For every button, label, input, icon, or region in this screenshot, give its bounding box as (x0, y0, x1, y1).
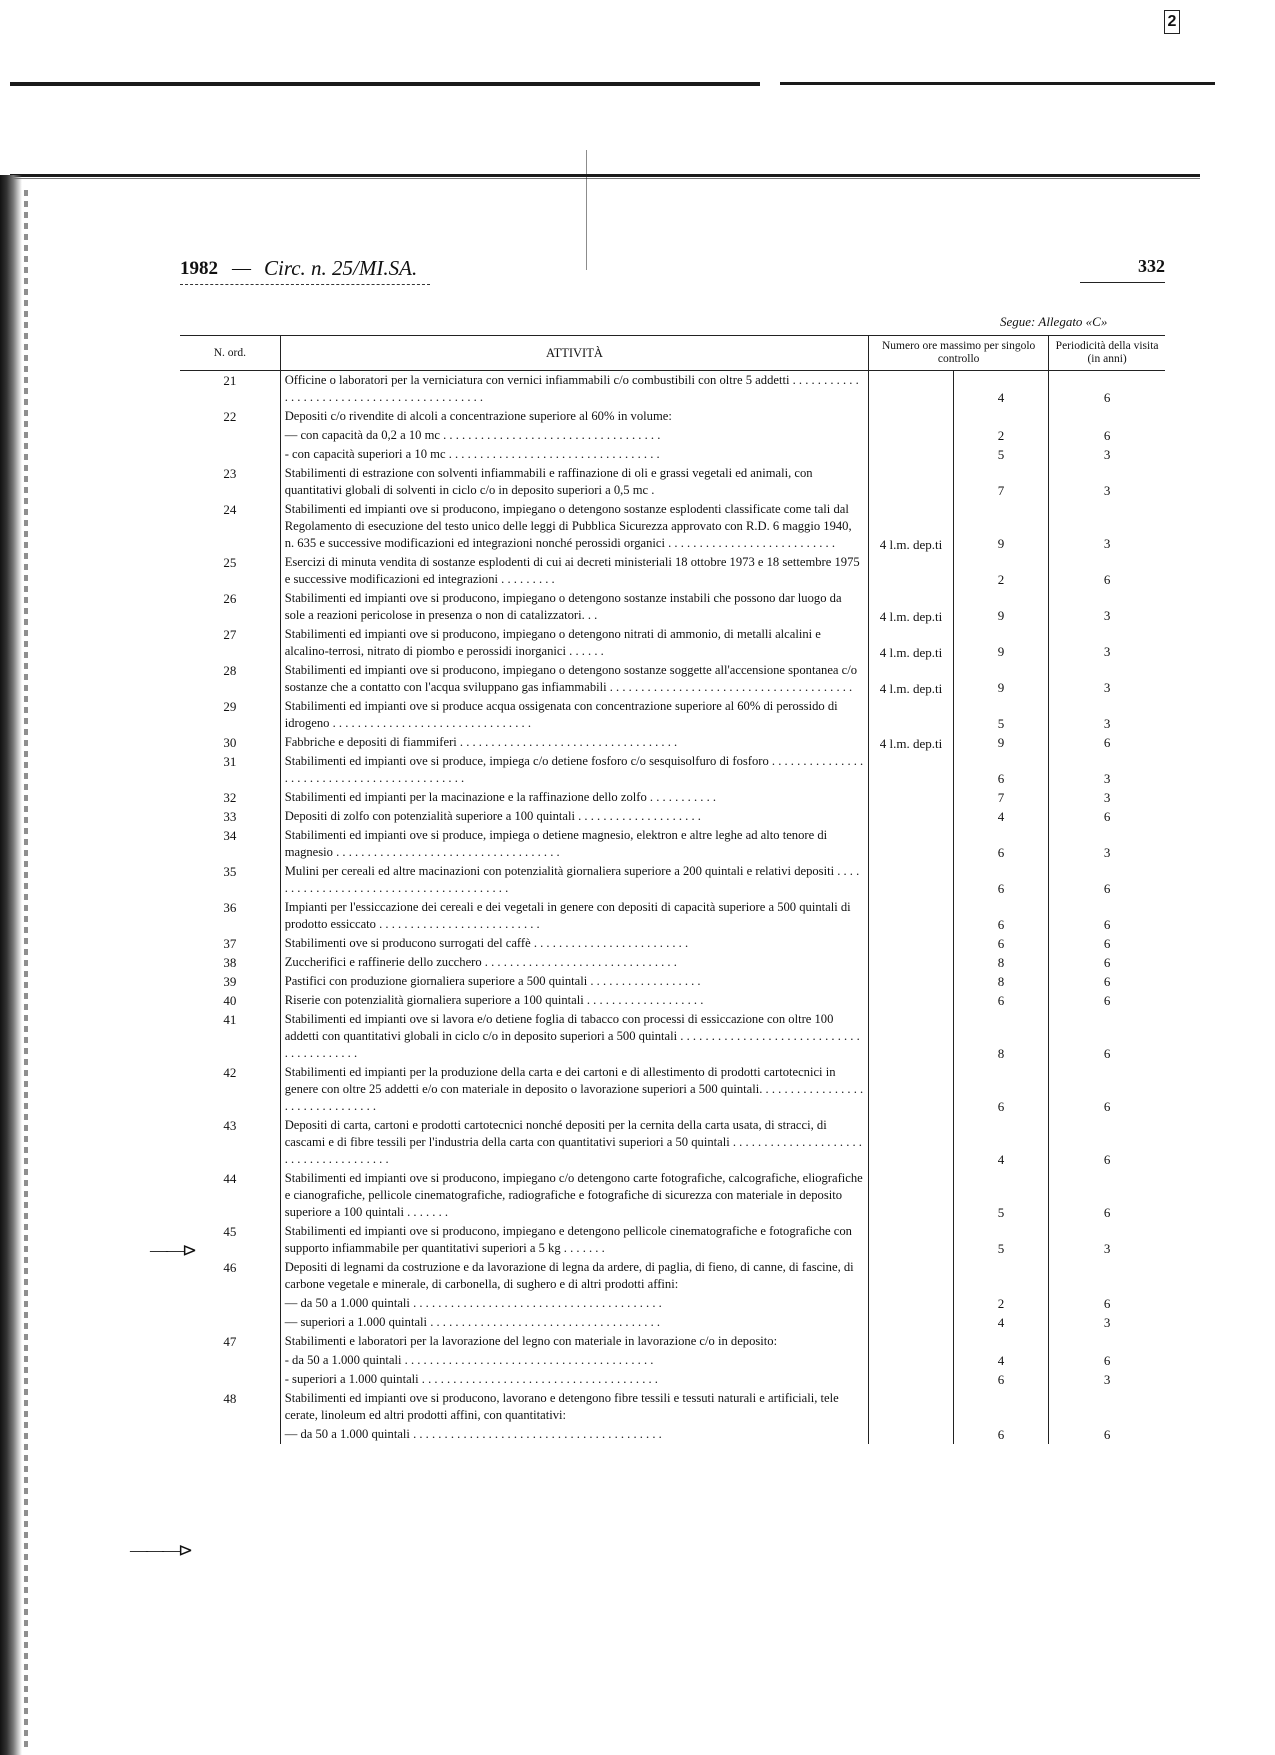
row-extra (869, 1389, 954, 1425)
row-extra: 4 l.m. dep.ti (879, 681, 943, 696)
row-activity: Riserie con potenzialità giornaliera superiore a 100 quintali . . . . . . . . . . . . . . . . . . . (280, 991, 868, 1010)
row-number: 22 (223, 409, 237, 424)
row-number: 32 (223, 790, 237, 805)
table-row (180, 1222, 1165, 1258)
row-extra (869, 826, 954, 862)
table-row (180, 553, 1165, 589)
row-number: 47 (223, 1334, 237, 1349)
table-row (180, 1116, 1165, 1169)
table-row (180, 1351, 1165, 1370)
row-activity: Stabilimenti ed impianti ove si producono, impiegano o detengono sostanze soggette all'accensione spontanea c/o sostanze che a contatto con l'acqua sviluppano gas infiammabili . . . . . . . . . . . . . . . . . . . . . . . . . . . . . . . . . . . . . . . (280, 661, 868, 697)
row-periodicita: 3 (1049, 1222, 1165, 1258)
row-periodicita: 6 (1049, 426, 1165, 445)
table-row (180, 1389, 1165, 1425)
row-ore-massimo: 2 (953, 426, 1048, 445)
row-periodicita: 6 (1049, 371, 1165, 408)
row-periodicita: 6 (1049, 1116, 1165, 1169)
row-extra (869, 1370, 954, 1389)
row-periodicita (1049, 1258, 1165, 1294)
row-periodicita: 3 (1049, 1313, 1165, 1332)
row-extra (869, 464, 954, 500)
row-extra (869, 752, 954, 788)
table-row (180, 1370, 1165, 1389)
row-periodicita: 6 (1049, 807, 1165, 826)
row-activity: — con capacità da 0,2 a 10 mc . . . . . . . . . . . . . . . . . . . . . . . . . . . . . . . . . . . (280, 426, 868, 445)
row-activity: Stabilimenti ed impianti ove si producono, impiegano o detengono nitrati di ammonio, di metalli alcalini e alcalino-terrosi, nitrato di piombo e perossidi inorganici . . . . . . (280, 625, 868, 661)
row-periodicita: 6 (1049, 991, 1165, 1010)
scan-left-speckle (24, 190, 28, 1750)
table-row (180, 991, 1165, 1010)
row-activity: Depositi di zolfo con potenzialità superiore a 100 quintali . . . . . . . . . . . . . . . . . . . . (280, 807, 868, 826)
row-periodicita: 6 (1049, 1010, 1165, 1063)
row-activity: Stabilimenti ed impianti ove si produce, impiega o detiene magnesio, elektron e altre leghe ad alto tenore di magnesio . . . . . . . . . . . . . . . . . . . . . . . . . . . . . . . . . . . . (280, 826, 868, 862)
row-ore-massimo (953, 1389, 1048, 1425)
row-activity: Stabilimenti ed impianti ove si producono, impiegano c/o detengono carte fotografiche, calcografiche, eliografiche e cianografiche, pellicole cinematografiche, radiografiche e fotografiche di sicurezza con materiale in deposito superiore a 100 quintali . . . . . . . (280, 1169, 868, 1222)
row-periodicita: 3 (1049, 1370, 1165, 1389)
header-page-underline (1080, 282, 1165, 283)
row-ore-massimo (953, 1258, 1048, 1294)
scan-page-top-edge (10, 174, 1200, 177)
row-periodicita: 6 (1049, 898, 1165, 934)
scan-left-shadow (0, 175, 22, 1755)
row-activity: — superiori a 1.000 quintali . . . . . . . . . . . . . . . . . . . . . . . . . . . . . . . . . . . . . (280, 1313, 868, 1332)
row-number (180, 1294, 280, 1313)
row-activity: - con capacità superiori a 10 mc . . . . . . . . . . . . . . . . . . . . . . . . . . . . . . . . . . (280, 445, 868, 464)
row-ore-massimo: 5 (953, 1222, 1048, 1258)
margin-arrow-43: ——⊳ (150, 1240, 196, 1260)
row-number: 40 (223, 993, 237, 1008)
table-row (180, 953, 1165, 972)
row-periodicita: 3 (1049, 788, 1165, 807)
row-activity: - da 50 a 1.000 quintali . . . . . . . . . . . . . . . . . . . . . . . . . . . . . . . . . . . . . . . . (280, 1351, 868, 1370)
row-extra (869, 1294, 954, 1313)
row-ore-massimo: 2 (953, 1294, 1048, 1313)
header-page-number: 332 (1138, 256, 1165, 276)
table-row (180, 625, 1165, 661)
row-activity: Pastifici con produzione giornaliera superiore a 500 quintali . . . . . . . . . . . . . . . . . . (280, 972, 868, 991)
row-extra (869, 371, 954, 408)
row-periodicita: 6 (1049, 1351, 1165, 1370)
col-periodicita: Periodicità della visita (in anni) (1049, 336, 1165, 371)
row-periodicita (1049, 407, 1165, 426)
row-ore-massimo: 4 (953, 807, 1048, 826)
row-number (180, 1425, 280, 1444)
table-row (180, 1010, 1165, 1063)
row-ore-massimo: 6 (953, 752, 1048, 788)
row-extra: 4 l.m. dep.ti (879, 609, 943, 624)
row-extra: 4 l.m. dep.ti (879, 537, 943, 552)
row-number: 23 (223, 466, 237, 481)
table-row (180, 898, 1165, 934)
row-ore-massimo: 8 (953, 1010, 1048, 1063)
row-number (180, 1351, 280, 1370)
row-number: 45 (223, 1224, 237, 1239)
table-row (180, 826, 1165, 862)
row-activity: Stabilimenti ed impianti ove si produce acqua ossigenata con concentrazione superiore al 60% di perossido di idrogeno . . . . . . . . . . . . . . . . . . . . . . . . . . . . . . . . (280, 697, 868, 733)
row-periodicita: 3 (1049, 826, 1165, 862)
row-periodicita: 6 (1049, 1169, 1165, 1222)
row-ore-massimo: 8 (953, 972, 1048, 991)
row-ore-massimo: 6 (953, 1370, 1048, 1389)
row-activity: Stabilimenti ove si producono surrogati del caffè . . . . . . . . . . . . . . . . . . . . . . . . . (280, 934, 868, 953)
row-activity: Zuccherifici e raffinerie dello zucchero . . . . . . . . . . . . . . . . . . . . . . . . . . . . . . . (280, 953, 868, 972)
page-header (180, 258, 1165, 282)
row-extra (869, 1063, 954, 1116)
row-number: 41 (223, 1012, 237, 1027)
row-number: 30 (223, 735, 237, 750)
row-activity: Stabilimenti ed impianti ove si producono, impiegano e detengono pellicole cinematografiche e fotografiche con supporto infiammabile per quantitativi superiori a 5 kg . . . . . . . (280, 1222, 868, 1258)
row-periodicita: 6 (1049, 733, 1165, 752)
row-periodicita: 3 (1049, 625, 1165, 661)
row-ore-massimo (953, 407, 1048, 426)
table-row (180, 733, 1165, 752)
table-row (180, 1332, 1165, 1351)
table-row (180, 807, 1165, 826)
row-periodicita: 6 (1049, 972, 1165, 991)
row-ore-massimo: 9 (953, 589, 1048, 625)
header-year: 1982 (180, 258, 218, 279)
row-extra (869, 445, 954, 464)
header-circular: Circ. n. 25/MI.SA. (264, 256, 418, 280)
row-ore-massimo: 6 (953, 1425, 1048, 1444)
row-extra (869, 697, 954, 733)
row-extra (869, 898, 954, 934)
row-activity: — da 50 a 1.000 quintali . . . . . . . . . . . . . . . . . . . . . . . . . . . . . . . . . . . . . . . . (280, 1294, 868, 1313)
row-extra (869, 807, 954, 826)
row-extra (869, 862, 954, 898)
row-number: 33 (223, 809, 237, 824)
row-ore-massimo: 6 (953, 991, 1048, 1010)
table-row (180, 1313, 1165, 1332)
segue-allegato: Segue: Allegato «C» (1000, 314, 1108, 329)
row-extra (869, 1351, 954, 1370)
row-ore-massimo: 6 (953, 1063, 1048, 1116)
row-number: 28 (223, 663, 237, 678)
table-row (180, 752, 1165, 788)
table-row (180, 934, 1165, 953)
row-periodicita: 3 (1049, 752, 1165, 788)
table-row (180, 1294, 1165, 1313)
col-attivita: ATTIVITÀ (280, 336, 868, 371)
table-row (180, 1063, 1165, 1116)
row-extra (869, 934, 954, 953)
row-periodicita: 3 (1049, 500, 1165, 553)
row-activity: — da 50 a 1.000 quintali . . . . . . . . . . . . . . . . . . . . . . . . . . . . . . . . . . . . . . . . (280, 1425, 868, 1444)
row-activity: - superiori a 1.000 quintali . . . . . . . . . . . . . . . . . . . . . . . . . . . . . . . . . . . . . . (280, 1370, 868, 1389)
row-extra (869, 991, 954, 1010)
row-number: 34 (223, 828, 237, 843)
row-extra (869, 1332, 954, 1351)
row-activity: Stabilimenti ed impianti per la produzione della carta e dei cartoni e di allestimento di prodotti cartotecnici in genere con oltre 25 addetti e/o con materiale in deposito o lavorazione superiori a 500 quintali. . . . . . . . . . . . . . . . . . . . . . . . . . . . . . . . (280, 1063, 868, 1116)
row-periodicita: 3 (1049, 589, 1165, 625)
row-ore-massimo: 4 (953, 371, 1048, 408)
row-ore-massimo: 6 (953, 862, 1048, 898)
row-activity: Stabilimenti ed impianti ove si producono, impiegano o detengono sostanze esplodenti classificate come tali dal Regolamento di esecuzione del testo unico delle leggi di Pubblica Sicurezza approvato con R.D. 6 maggio 1940, n. 635 e successive modificazioni ed integrazioni nonché perossidi organici . . . . . . . . . . . . . . . . . . . . . . . . . . . (280, 500, 868, 553)
row-activity: Stabilimenti e laboratori per la lavorazione del legno con materiale in lavorazione c/o in deposito: (280, 1332, 868, 1351)
row-extra (869, 426, 954, 445)
row-extra (869, 953, 954, 972)
row-periodicita: 6 (1049, 934, 1165, 953)
row-extra (869, 788, 954, 807)
row-extra (869, 407, 954, 426)
row-ore-massimo: 9 (953, 500, 1048, 553)
row-ore-massimo: 9 (953, 733, 1048, 752)
table-row (180, 589, 1165, 625)
row-activity: Depositi di legnami da costruzione e da lavorazione di legna da ardere, di paglia, di fieno, di canne, di fascine, di carbone vegetale e minerale, di carbonella, di sughero e di altri prodotti affini: (280, 1258, 868, 1294)
row-extra: 4 l.m. dep.ti (879, 645, 943, 660)
row-activity: Depositi c/o rivendite di alcoli a concentrazione superiore al 60% in volume: (280, 407, 868, 426)
row-activity: Stabilimenti ed impianti per la macinazione e la raffinazione dello zolfo . . . . . . . . . . . (280, 788, 868, 807)
row-ore-massimo: 6 (953, 898, 1048, 934)
row-ore-massimo: 5 (953, 1169, 1048, 1222)
row-number: 26 (223, 591, 237, 606)
scan-fold-mark (586, 150, 587, 270)
row-activity: Stabilimenti ed impianti ove si lavora e/o detiene foglia di tabacco con processi di essiccazione con oltre 100 addetti con quantitativi globali in ciclo c/o in deposito superiori a 500 quintali . . . . . . . . . . . . . . . . . . . . . . . . . . . . . . . . . . . . . . . . . (280, 1010, 868, 1063)
row-extra (869, 972, 954, 991)
col-n-ord: N. ord. (180, 336, 280, 371)
row-periodicita: 3 (1049, 661, 1165, 697)
table-row (180, 661, 1165, 697)
row-number: 29 (223, 699, 237, 714)
row-periodicita: 6 (1049, 1063, 1165, 1116)
row-activity: Mulini per cereali ed altre macinazioni con potenzialità giornaliera superiore a 200 quintali e relativi depositi . . . . . . . . . . . . . . . . . . . . . . . . . . . . . . . . . . . . . . . . (280, 862, 868, 898)
row-ore-massimo: 7 (953, 464, 1048, 500)
row-extra (869, 1258, 954, 1294)
row-number (180, 426, 280, 445)
row-periodicita: 6 (1049, 862, 1165, 898)
row-ore-massimo: 6 (953, 934, 1048, 953)
row-ore-massimo: 9 (953, 661, 1048, 697)
table-row (180, 464, 1165, 500)
row-activity: Stabilimenti ed impianti ove si producono, impiegano o detengono sostanze instabili che possono dar luogo da sole a reazioni pericolose in presenza o non di catalizzatori. . . (280, 589, 868, 625)
row-ore-massimo: 4 (953, 1313, 1048, 1332)
col-numero-ore: Numero ore massimo per singolo controllo (869, 336, 1049, 371)
row-extra (869, 1010, 954, 1063)
corner-page-marker: 2 (1164, 10, 1180, 34)
table-row (180, 1425, 1165, 1444)
table-row (180, 371, 1165, 408)
table-row (180, 862, 1165, 898)
row-extra (869, 1425, 954, 1444)
row-number: 36 (223, 900, 237, 915)
row-periodicita (1049, 1332, 1165, 1351)
row-extra (869, 1222, 954, 1258)
row-number: 42 (223, 1065, 237, 1080)
row-number: 43 (223, 1118, 237, 1133)
row-activity: Officine o laboratori per la verniciatura con vernici infiammabili c/o combustibili con oltre 5 addetti . . . . . . . . . . . . . . . . . . . . . . . . . . . . . . . . . . . . . . . . . . . (280, 371, 868, 408)
table-row (180, 407, 1165, 426)
row-number: 21 (223, 373, 237, 388)
row-periodicita: 6 (1049, 1425, 1165, 1444)
row-number: 38 (223, 955, 237, 970)
row-extra (869, 1313, 954, 1332)
row-number (180, 1313, 280, 1332)
row-periodicita: 3 (1049, 445, 1165, 464)
row-number (180, 445, 280, 464)
row-number (180, 1370, 280, 1389)
table-row (180, 972, 1165, 991)
row-activity: Stabilimenti ed impianti ove si produce, impiega c/o detiene fosforo c/o sesquisolfuro di fosforo . . . . . . . . . . . . . . . . . . . . . . . . . . . . . . . . . . . . . . . . . . . . (280, 752, 868, 788)
row-ore-massimo: 5 (953, 697, 1048, 733)
table-row (180, 788, 1165, 807)
row-ore-massimo: 6 (953, 826, 1048, 862)
row-number: 44 (223, 1171, 237, 1186)
row-extra (869, 1169, 954, 1222)
row-number: 25 (223, 555, 237, 570)
row-number: 35 (223, 864, 237, 879)
table-header-row (180, 336, 1165, 371)
row-ore-massimo: 4 (953, 1351, 1048, 1370)
row-activity: Esercizi di minuta vendita di sostanze esplodenti di cui ai decreti ministeriali 18 ottobre 1973 e 18 settembre 1975 e successive modificazioni ed integrazioni . . . . . . . . . (280, 553, 868, 589)
table-row (180, 500, 1165, 553)
row-number: 31 (223, 754, 237, 769)
row-number: 46 (223, 1260, 237, 1275)
row-number: 27 (223, 627, 237, 642)
row-periodicita: 6 (1049, 553, 1165, 589)
row-periodicita: 6 (1049, 1294, 1165, 1313)
row-activity: Impianti per l'essiccazione dei cereali e dei vegetali in genere con depositi di capacità superiore a 500 quintali di prodotto essiccato . . . . . . . . . . . . . . . . . . . . . . . . . . (280, 898, 868, 934)
header-underline (180, 284, 430, 285)
row-number: 24 (223, 502, 237, 517)
row-activity: Depositi di carta, cartoni e prodotti cartotecnici nonché depositi per la cernita della carta usata, di stracci, di cascami e di fibre tessili per l'industria della carta con quantitativi superiori a 50 quintali . . . . . . . . . . . . . . . . . . . . . . . . . . . . . . . . . . . . . . (280, 1116, 868, 1169)
row-activity: Stabilimenti di estrazione con solventi infiammabili e raffinazione di oli e grassi vegetali ed animali, con quantitativi globali di solventi in ciclo c/o in deposito superiori a 0,5 mc . (280, 464, 868, 500)
scan-top-rule-right (780, 82, 1215, 85)
row-ore-massimo: 2 (953, 553, 1048, 589)
row-ore-massimo: 7 (953, 788, 1048, 807)
row-extra: 4 l.m. dep.ti (879, 736, 943, 751)
scan-top-rule (10, 82, 760, 86)
row-activity: Stabilimenti ed impianti ove si producono, lavorano e detengono fibre tessili e tessuti naturali e artificiali, tele cerate, linoleum ed altri prodotti affini, con quantitativi: (280, 1389, 868, 1425)
scan-page-top-edge-2 (10, 178, 1200, 179)
row-number: 39 (223, 974, 237, 989)
row-ore-massimo: 5 (953, 445, 1048, 464)
row-periodicita (1049, 1389, 1165, 1425)
row-extra (869, 553, 954, 589)
table-row (180, 445, 1165, 464)
row-ore-massimo: 4 (953, 1116, 1048, 1169)
table-row (180, 1169, 1165, 1222)
row-ore-massimo: 8 (953, 953, 1048, 972)
row-ore-massimo (953, 1332, 1048, 1351)
row-periodicita: 6 (1049, 953, 1165, 972)
row-number: 37 (223, 936, 237, 951)
attivita-table (180, 335, 1165, 1444)
row-periodicita: 3 (1049, 697, 1165, 733)
row-activity: Fabbriche e depositi di fiammiferi . . . . . . . . . . . . . . . . . . . . . . . . . . . . . . . . . . . (280, 733, 868, 752)
table-row (180, 697, 1165, 733)
row-number: 48 (223, 1391, 237, 1406)
header-dash: — (232, 258, 251, 279)
margin-arrow-48: ———⊳ (130, 1540, 192, 1560)
row-ore-massimo: 9 (953, 625, 1048, 661)
row-extra (869, 1116, 954, 1169)
table-row (180, 1258, 1165, 1294)
table-row (180, 426, 1165, 445)
row-periodicita: 3 (1049, 464, 1165, 500)
